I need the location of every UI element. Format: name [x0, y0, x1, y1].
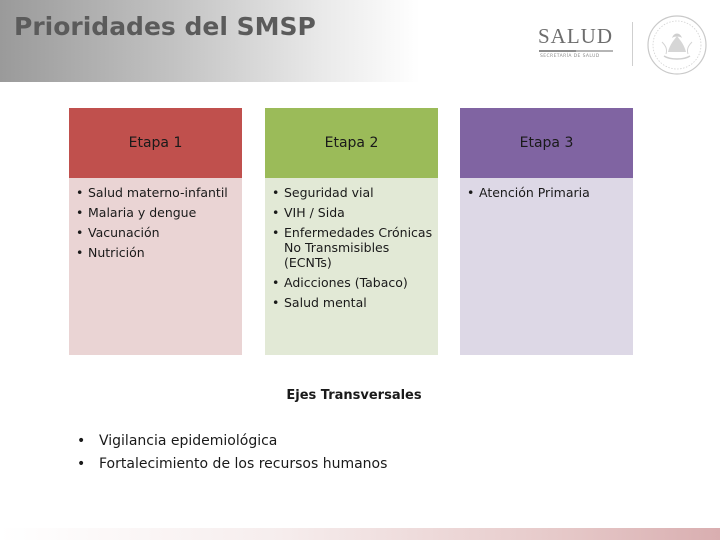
list-item: • Atención Primaria	[467, 185, 629, 200]
stage-1-body	[69, 178, 242, 355]
stage-3-list	[460, 178, 633, 200]
national-seal-icon	[646, 14, 708, 76]
list-item: • Seguridad vial	[272, 185, 434, 200]
footer-bar	[0, 528, 720, 540]
stage-1-column	[69, 108, 242, 355]
list-item: • Vigilancia epidemiológica	[77, 430, 387, 453]
page-title: Prioridades del SMSP	[14, 12, 316, 41]
stage-3-heading: Etapa 3	[460, 108, 633, 178]
salud-logo-rule	[539, 50, 613, 52]
list-item: • Vacunación	[76, 225, 238, 240]
stage-3-body	[460, 178, 633, 355]
stage-1-heading: Etapa 1	[69, 108, 242, 178]
salud-logo-text: SALUD	[538, 24, 614, 48]
list-item: • Malaria y dengue	[76, 205, 238, 220]
stage-3-column	[460, 108, 633, 355]
stage-2-column	[265, 108, 438, 355]
list-item: • Salud mental	[272, 295, 434, 310]
cross-cutting-axes-title: Ejes Transversales	[286, 388, 422, 403]
list-item: • Fortalecimiento de los recursos humanos	[77, 453, 387, 476]
header-bar	[0, 0, 720, 82]
salud-logo	[538, 24, 616, 64]
list-item: • Enfermedades Crónicas No Transmisibles (ECNTs)	[272, 225, 434, 270]
list-item: • VIH / Sida	[272, 205, 434, 220]
logo-divider	[632, 22, 633, 66]
stage-2-list	[265, 178, 438, 310]
list-item: • Nutrición	[76, 245, 238, 260]
stage-2-body	[265, 178, 438, 355]
list-item: • Adicciones (Tabaco)	[272, 275, 434, 290]
salud-logo-subtitle: SECRETARÍA DE SALUD	[540, 54, 600, 59]
cross-cutting-axes-list	[77, 430, 387, 476]
stage-1-list	[69, 178, 242, 260]
stage-2-heading: Etapa 2	[265, 108, 438, 178]
list-item: • Salud materno-infantil	[76, 185, 238, 200]
